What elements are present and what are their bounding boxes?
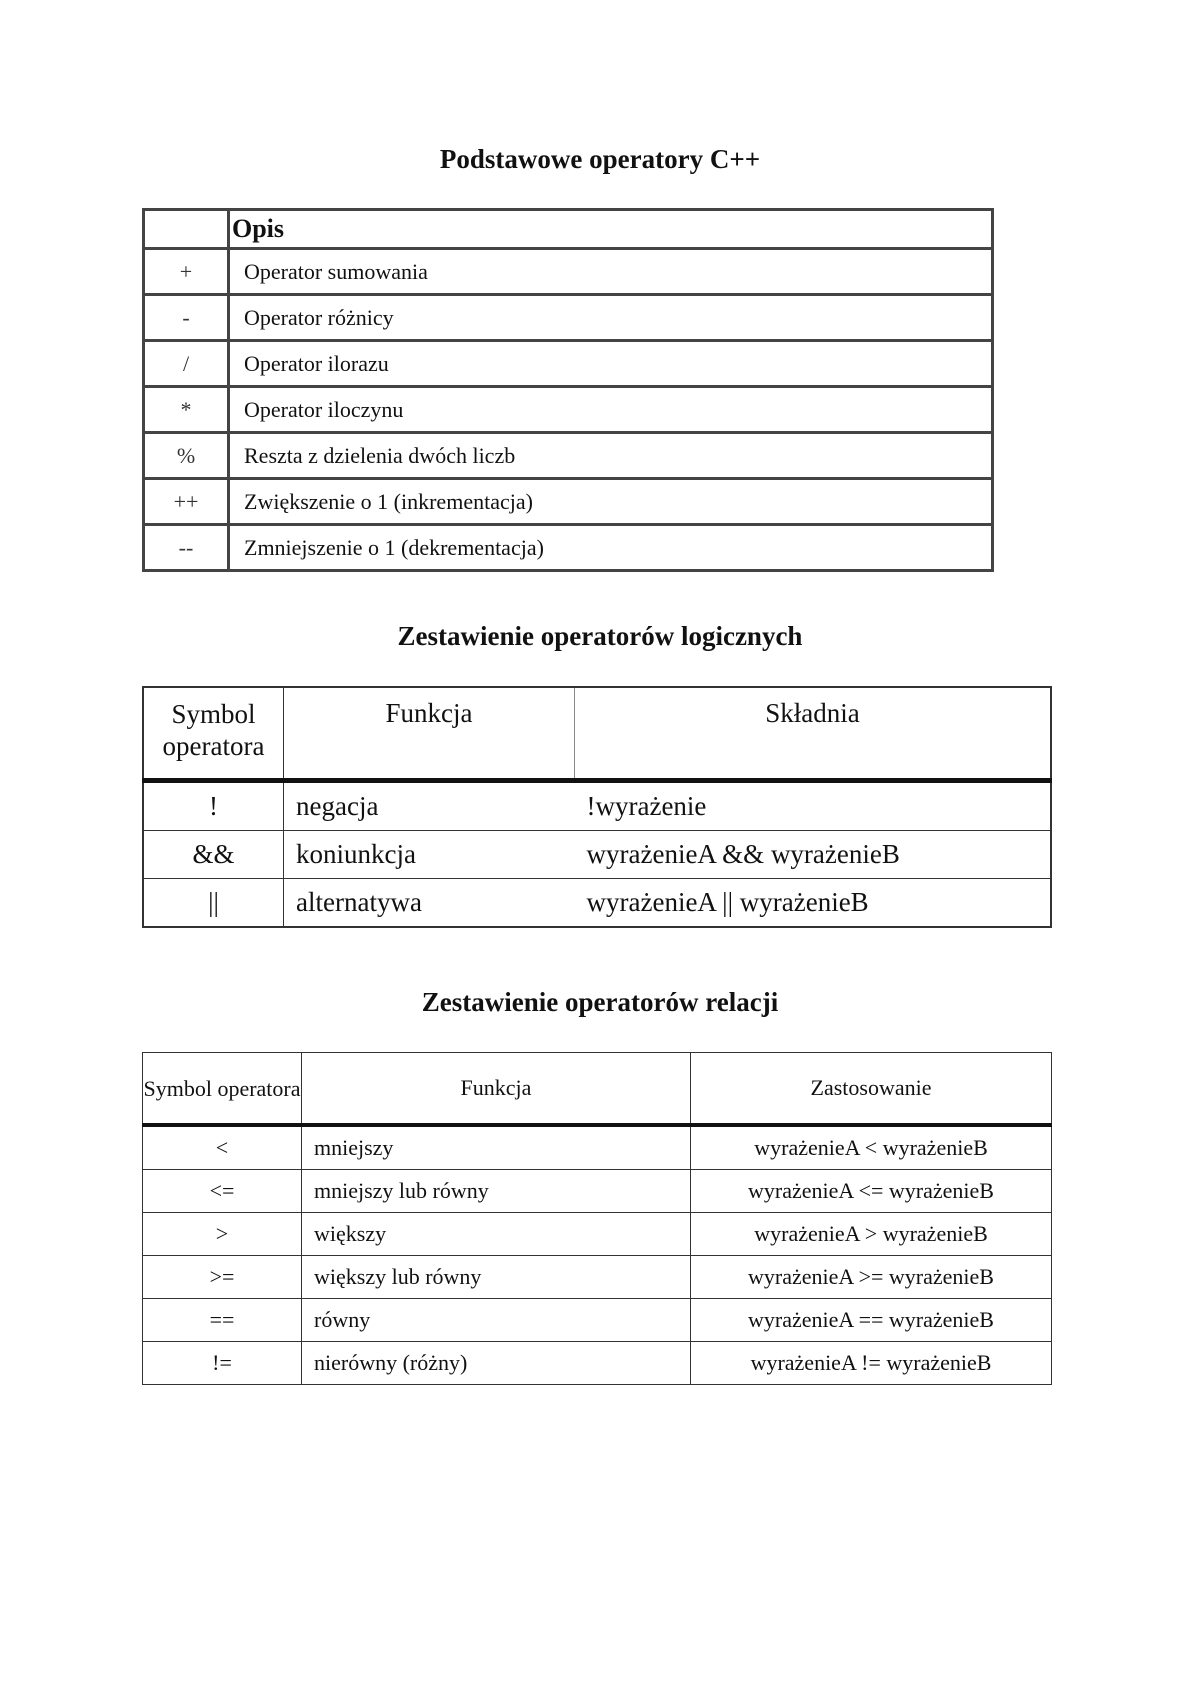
table-header-row — [143, 1053, 1052, 1126]
header-symbol: Symbol operatora — [143, 1053, 302, 1126]
operator-symbol: ++ — [144, 479, 229, 525]
table-row — [143, 1170, 1052, 1213]
operator-symbol: * — [144, 387, 229, 433]
operator-symbol: && — [143, 831, 284, 879]
operator-symbol: <= — [143, 1170, 302, 1213]
operator-function: mniejszy — [302, 1125, 691, 1170]
header-function: Funkcja — [302, 1053, 691, 1126]
header-symbol: Symbol operatora — [143, 687, 284, 781]
operator-symbol: != — [143, 1342, 302, 1385]
operator-symbol: - — [144, 295, 229, 341]
table-row — [143, 1256, 1052, 1299]
table-row — [143, 1213, 1052, 1256]
operator-usage: wyrażenieA <= wyrażenieB — [691, 1170, 1052, 1213]
table-row — [143, 1299, 1052, 1342]
table-row — [143, 879, 1051, 928]
operator-syntax: wyrażenieA || wyrażenieB — [575, 879, 1052, 928]
operator-usage: wyrażenieA < wyrażenieB — [691, 1125, 1052, 1170]
operator-symbol: % — [144, 433, 229, 479]
operator-symbol: < — [143, 1125, 302, 1170]
header-function: Funkcja — [284, 687, 575, 781]
table-row — [144, 433, 993, 479]
operator-description: Operator iloczynu — [229, 387, 993, 433]
basic-operators-title: Podstawowe operatory C++ — [439, 144, 761, 174]
operator-usage: wyrażenieA != wyrażenieB — [691, 1342, 1052, 1385]
operator-function: większy lub równy — [302, 1256, 691, 1299]
relational-operators-title: Zestawienie operatorów relacji — [421, 987, 779, 1017]
operator-symbol: > — [143, 1213, 302, 1256]
table-header-row — [143, 687, 1051, 781]
basic-operators-table — [142, 208, 994, 572]
table-row — [144, 249, 993, 295]
operator-function: równy — [302, 1299, 691, 1342]
operator-usage: wyrażenieA >= wyrażenieB — [691, 1256, 1052, 1299]
operator-function: mniejszy lub równy — [302, 1170, 691, 1213]
logical-operators-title: Zestawienie operatorów logicznych — [397, 621, 803, 651]
operator-symbol: >= — [143, 1256, 302, 1299]
logical-operators-table — [142, 686, 1052, 928]
operator-description: Reszta z dzielenia dwóch liczb — [229, 433, 993, 479]
operator-description: Zwiększenie o 1 (inkrementacja) — [229, 479, 993, 525]
operator-usage: wyrażenieA == wyrażenieB — [691, 1299, 1052, 1342]
table-row — [143, 1125, 1052, 1170]
table-header-row — [144, 210, 993, 249]
header-usage: Zastosowanie — [691, 1053, 1052, 1126]
operator-function: negacja — [284, 781, 575, 831]
table-row — [144, 341, 993, 387]
operator-symbol: + — [144, 249, 229, 295]
table-row — [144, 479, 993, 525]
operator-symbol: || — [143, 879, 284, 928]
operator-description: Operator różnicy — [229, 295, 993, 341]
header-symbol-cell — [144, 210, 229, 249]
operator-syntax: !wyrażenie — [575, 781, 1052, 831]
operator-symbol: ! — [143, 781, 284, 831]
operator-function: koniunkcja — [284, 831, 575, 879]
table-row — [143, 831, 1051, 879]
operator-syntax: wyrażenieA && wyrażenieB — [575, 831, 1052, 879]
operator-function: nierówny (różny) — [302, 1342, 691, 1385]
operator-description: Zmniejszenie o 1 (dekrementacja) — [229, 525, 993, 571]
table-row — [144, 295, 993, 341]
table-row — [144, 525, 993, 571]
table-row — [143, 781, 1051, 831]
table-row — [143, 1342, 1052, 1385]
table-row — [144, 387, 993, 433]
header-description-cell: Opis — [229, 210, 993, 249]
operator-description: Operator sumowania — [229, 249, 993, 295]
operator-function: alternatywa — [284, 879, 575, 928]
operator-symbol: / — [144, 341, 229, 387]
operator-description: Operator ilorazu — [229, 341, 993, 387]
operator-symbol: == — [143, 1299, 302, 1342]
operator-function: większy — [302, 1213, 691, 1256]
operator-usage: wyrażenieA > wyrażenieB — [691, 1213, 1052, 1256]
header-syntax: Składnia — [575, 687, 1052, 781]
operator-symbol: -- — [144, 525, 229, 571]
relational-operators-table — [142, 1052, 1052, 1385]
